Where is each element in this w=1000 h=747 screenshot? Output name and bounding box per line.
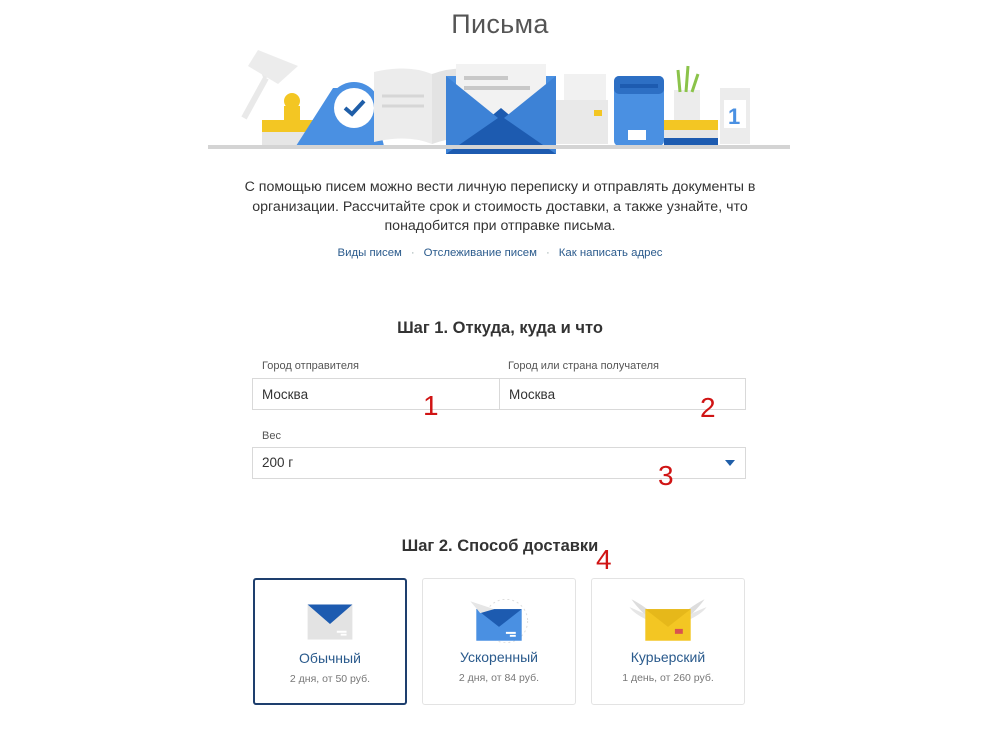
delivery-option-express[interactable]: [422, 578, 576, 705]
winged-envelope-icon: [592, 599, 744, 643]
recipient-label: Город или страна получателя: [508, 360, 659, 372]
delivery-option-regular[interactable]: [253, 578, 407, 705]
delivery-option-name: Курьерский: [630, 649, 706, 665]
info-links: [0, 247, 1000, 259]
link-letter-types[interactable]: Виды писем: [337, 247, 402, 259]
hero-illustration: [208, 48, 790, 156]
delivery-option-courier[interactable]: [591, 578, 745, 705]
annotation-2: 2: [700, 392, 716, 423]
annotation-3: 3: [658, 460, 674, 491]
delivery-option-meta: 2 дня, от 50 руб.: [289, 673, 371, 685]
step2-title: Шаг 2. Способ доставки: [401, 537, 599, 555]
svg-text:1: 1: [728, 104, 741, 129]
weight-label: Вес: [262, 430, 281, 442]
chevron-down-icon[interactable]: [725, 460, 735, 466]
link-address-howto[interactable]: Как написать адрес: [558, 247, 663, 259]
clock-icon: [296, 82, 384, 146]
annotation-4: 4: [596, 544, 612, 575]
mailbox-icon: [614, 76, 664, 146]
weight-value: 200 г: [262, 455, 294, 470]
delivery-option-name: Обычный: [299, 650, 361, 666]
paper-plane-envelope-icon: [423, 599, 575, 643]
delivery-option-meta: 2 дня, от 84 руб.: [458, 672, 540, 684]
annotation-1: 1: [423, 390, 439, 421]
delivery-option-name: Ускоренный: [460, 649, 538, 665]
sender-city-input[interactable]: [252, 378, 499, 410]
separator-dot: ·: [410, 247, 415, 259]
link-tracking[interactable]: Отслеживание писем: [423, 247, 537, 259]
step1-title: Шаг 1. Откуда, куда и что: [397, 319, 603, 337]
envelope-icon: [255, 600, 405, 644]
delivery-option-meta: 1 день, от 260 руб.: [622, 672, 714, 684]
calendar-icon: [720, 88, 750, 144]
sender-city-label: Город отправителя: [262, 360, 359, 372]
printer-icon: [556, 74, 608, 144]
page-title: Письма: [451, 9, 549, 39]
envelope-icon: [446, 64, 556, 154]
intro-text: С помощью писем можно вести личную переписку и отправлять документы в организации. Рассчитайте срок и стоимость доставки, а также узнайте, что понадобится при отправке письма.: [244, 179, 756, 234]
plant-icon: [664, 66, 718, 146]
separator-dot: ·: [545, 247, 550, 259]
